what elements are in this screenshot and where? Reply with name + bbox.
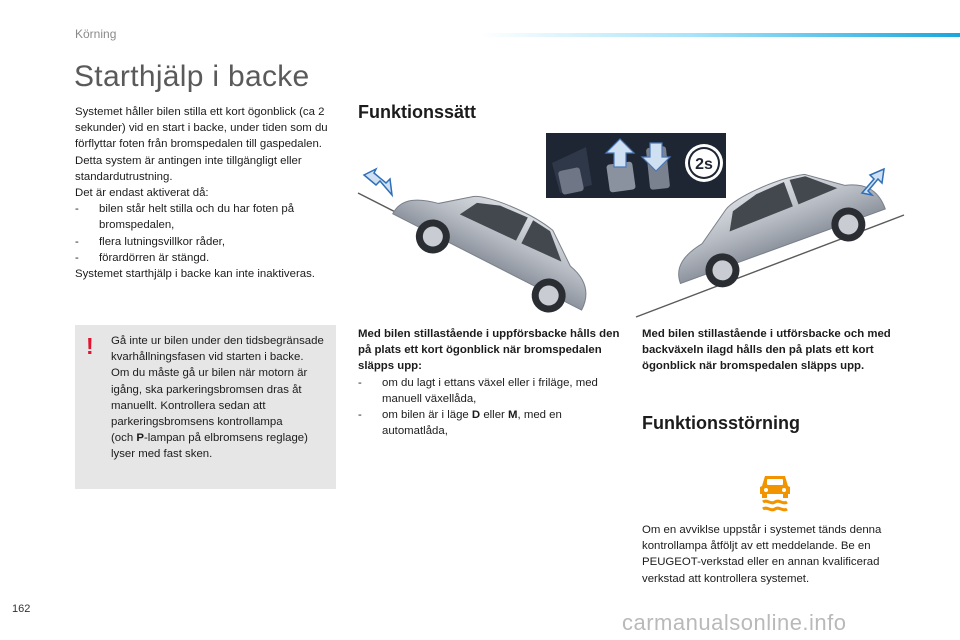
heading-funktionssatt: Funktionssätt (358, 102, 477, 122)
timer-label: 2s (695, 156, 713, 173)
uphill-list (358, 375, 628, 440)
list-item: - bilen står helt stilla och du har foten på bromspedalen, (75, 201, 340, 233)
list-item: - förardörren är stängd. (75, 250, 340, 266)
heading-funktionsstorning: Funktionsstörning (642, 413, 800, 433)
warning-text (111, 333, 329, 463)
uphill-direction-arrow-icon (364, 169, 392, 195)
slope-illustrations (356, 165, 916, 325)
intro-paragraph-3: Det är endast aktiverat då: (75, 187, 209, 200)
warning-exclamation-icon: ! (86, 333, 94, 359)
uphill-lead: Med bilen stillastående i uppförsbacke hålls den på plats ett kort ögonblick när bromspedalen släpps upp: (358, 328, 620, 373)
condition-list (75, 201, 340, 266)
warning-line-2: Om du måste gå ur bilen när motorn är igång, ska parkeringsbromsen dras åt manuellt. Kontrollera sedan att parkeringsbromsens kontrollampa (111, 367, 308, 429)
warning-box (75, 325, 336, 489)
downhill-description: Med bilen stillastående i utförsbacke och med backväxeln ilagd hålls den på plats ett kort ögonblick när bromspedalen släpps upp. (642, 328, 891, 373)
p-lamp-label: P (136, 432, 144, 445)
intro-paragraph-4: Systemet starthjälp i backe kan inte inaktiveras. (75, 268, 315, 281)
section-header: Körning (75, 27, 117, 41)
header-accent-bar (480, 33, 960, 37)
intro-text (75, 104, 340, 282)
list-item: - flera lutningsvillkor råder, (75, 234, 340, 250)
intro-paragraph-2: Detta system är antingen inte tillgängligt eller standardutrustning. (75, 154, 302, 183)
intro-paragraph-1: Systemet håller bilen stilla ett kort ögonblick (ca 2 sekunder) vid en start i backe, under tiden som du förflyttar foten från bromspedalen till gaspedalen. (75, 106, 328, 151)
malfunction-text: Om en avviklse uppstår i systemet tänds denna kontrollampa åtföljt av ett meddelande. Be en PEUGEOT-verkstad eller en annan kvalificerad verkstad att kontrollera systemet. (642, 524, 882, 585)
car-uphill (384, 165, 609, 325)
page-number: 162 (12, 603, 31, 615)
list-item: - om bilen är i läge D eller M, med en automatlåda, (358, 407, 628, 439)
warning-line-3: (och P-lampan på elbromsens reglage) lyser med fast sken. (111, 432, 308, 461)
warning-line-1: Gå inte ur bilen under den tidsbegränsade kvarhållningsfasen vid starten i backe. (111, 335, 324, 364)
page-title: Starthjälp i backe (74, 60, 310, 93)
car-downhill (659, 165, 892, 301)
watermark: carmanualsonline.info (622, 610, 847, 635)
uphill-description (358, 326, 628, 439)
skid-warning-icon (757, 472, 793, 512)
list-item: - om du lagt i ettans växel eller i friläge, med manuell växellåda, (358, 375, 628, 407)
